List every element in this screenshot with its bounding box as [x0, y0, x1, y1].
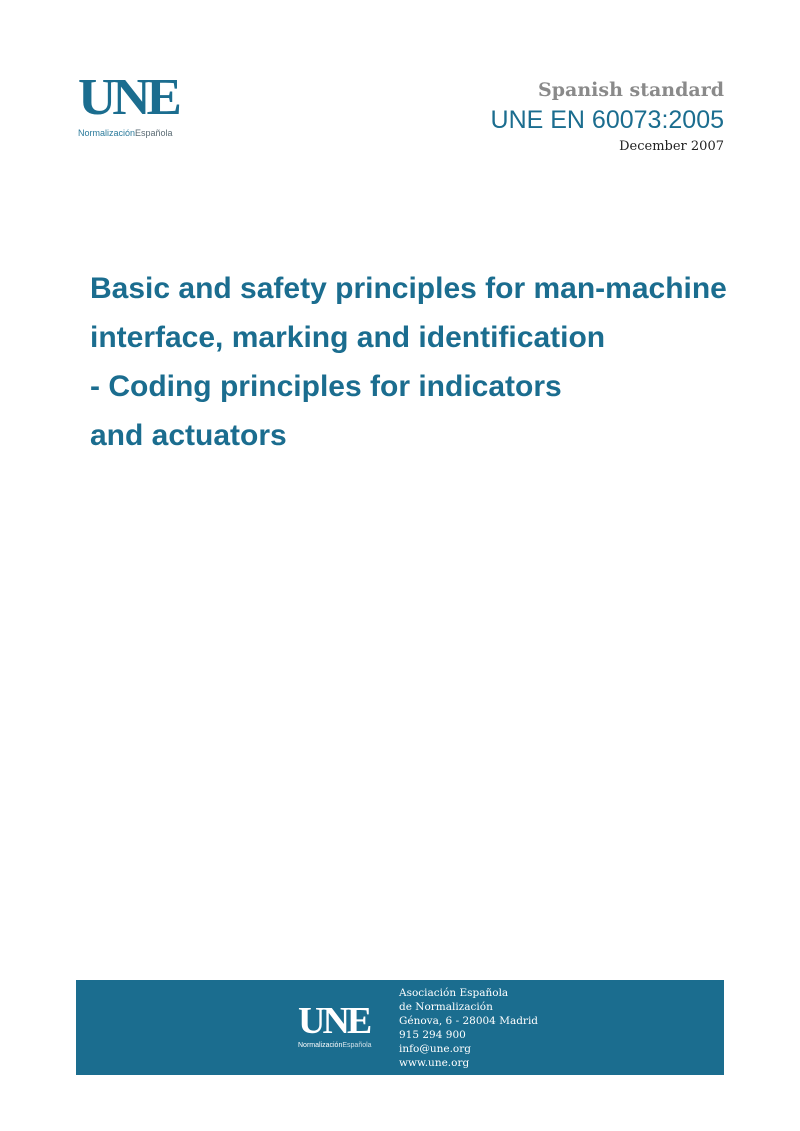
une-logo-mark: UNE	[78, 69, 178, 126]
document-title	[90, 264, 750, 460]
footer-address: Génova, 6 - 28004 Madrid	[399, 1015, 539, 1027]
footer-phone: 915 294 900	[399, 1029, 466, 1041]
title-line-1: Basic and safety principles for man-machine	[90, 272, 727, 305]
footer-org-name-2: de Normalización	[399, 1001, 493, 1013]
footer-email-link[interactable]: info@une.org	[399, 1043, 471, 1055]
footer-logo-sub-normalizacion: Normalización	[298, 1042, 343, 1049]
une-logo-subtitle	[78, 128, 198, 138]
footer-contact-info	[399, 986, 538, 1070]
footer-website-link[interactable]: www.une.org	[399, 1057, 470, 1069]
une-logo	[78, 69, 198, 138]
footer-logo-subtitle	[298, 1042, 388, 1050]
title-line-2: interface, marking and identification	[90, 321, 606, 354]
title-line-4: and actuators	[90, 419, 287, 452]
logo-sub-espanola: Española	[135, 128, 173, 138]
footer-org-name-1: Asociación Española	[399, 987, 509, 999]
title-line-3: - Coding principles for indicators	[90, 370, 562, 403]
standard-date: December 2007	[619, 139, 724, 154]
footer-logo-sub-espanola: Española	[342, 1042, 372, 1049]
logo-sub-normalizacion: Normalización	[78, 128, 136, 138]
standard-code: UNE EN 60073:2005	[490, 106, 724, 134]
footer-band	[76, 980, 724, 1075]
standard-header	[491, 78, 724, 156]
footer-une-logo	[298, 1002, 388, 1050]
footer-logo-mark: UNE	[298, 1000, 370, 1042]
standard-kind: Spanish standard	[538, 79, 724, 101]
